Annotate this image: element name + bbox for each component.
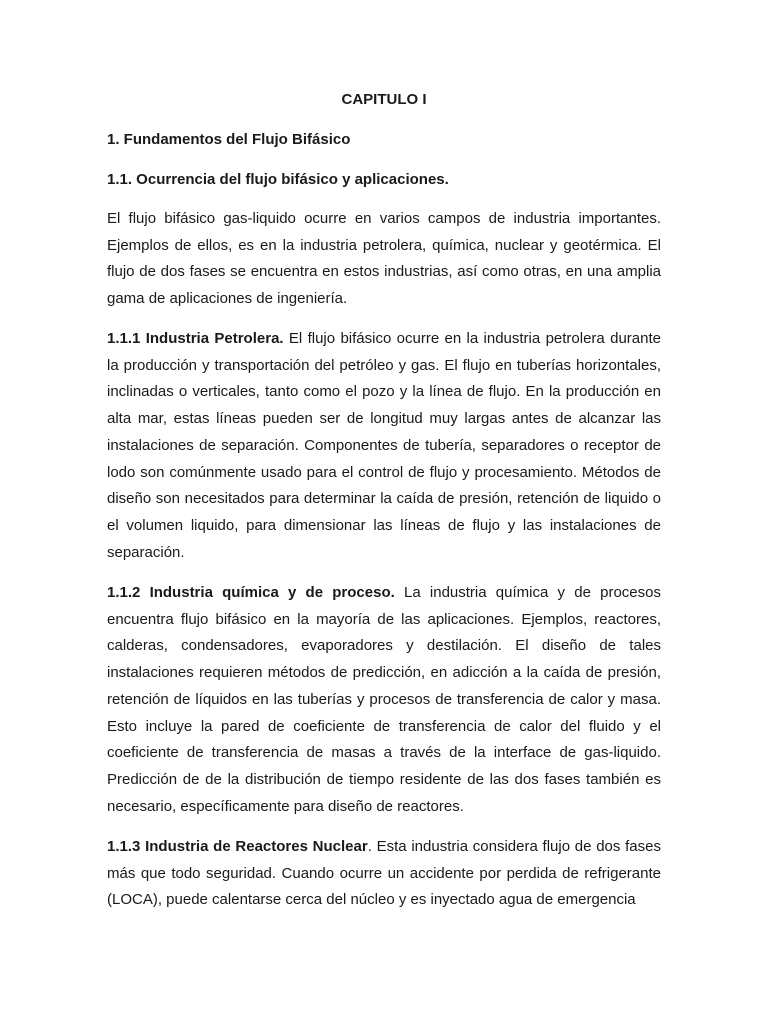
chapter-title: CAPITULO I: [341, 91, 427, 108]
paragraph-body: El flujo bifásico ocurre en la industria petrolera durante la producción y transportación del petróleo y gas. El flujo en tuberías horizontales, inclinadas o verticales, tanto como el pozo y la línea de flujo. En la producción en alta mar, estas líneas pueden ser de longitud muy largas antes de alcanzar las instalaciones de separación. Componentes de tubería, separadores o receptor de lodo son comúnmente usado para el control de flujo y procesamiento. Métodos de diseño son necesitados para determinar la caída de presión, retención de liquido o el volumen liquido, para dimensionar las líneas de flujo y las instalaciones de separación.: [107, 330, 661, 561]
document-page: [107, 0, 661, 1024]
paragraph-lead: 1.1.3 Industria de Reactores Nuclear: [107, 838, 368, 855]
intro-paragraph: El flujo bifásico gas-liquido ocurre en varios campos de industria importantes. Ejemplos de ellos, es en la industria petrolera, química, nuclear y geotérmica. El flujo de dos fases se encuentra en estos industrias, así como otras, en una amplia gama de aplicaciones de ingeniería.: [107, 210, 661, 308]
paragraph-industria-petrolera: [107, 326, 661, 566]
paragraph-lead: 1.1.2 Industria química y de proceso.: [107, 584, 395, 601]
paragraph-industria-quimica: [107, 580, 661, 820]
paragraph-body: La industria química y de procesos encuentra flujo bifásico en la mayoría de las aplicaciones. Ejemplos, reactores, calderas, condensadores, evaporadores y destilación. El diseño de tales instalaciones requieren métodos de predicción, en adicción a la caída de presión, retención de líquidos en las tuberías y procesos de transferencia de calor y masa. Esto incluye la pared de coeficiente de transferencia de calor del fluido y el coeficiente de transferencia de masas a través de la interface de gas-liquido. Predicción de de la distribución de tiempo residente de las dos fases también es necesario, específicamente para diseño de reactores.: [107, 584, 661, 815]
paragraph-lead: 1.1.1 Industria Petrolera.: [107, 330, 284, 347]
paragraph-industria-nuclear: [107, 834, 661, 914]
section-heading-1: 1. Fundamentos del Flujo Bifásico: [107, 131, 351, 148]
section-heading-1-1: 1.1. Ocurrencia del flujo bifásico y aplicaciones.: [107, 171, 449, 188]
paragraph-body: . Esta industria considera flujo de dos fases más que todo seguridad. Cuando ocurre un accidente por perdida de refrigerante (LOCA), puede calentarse cerca del núcleo y es inyectado agua de emergencia: [107, 838, 661, 909]
